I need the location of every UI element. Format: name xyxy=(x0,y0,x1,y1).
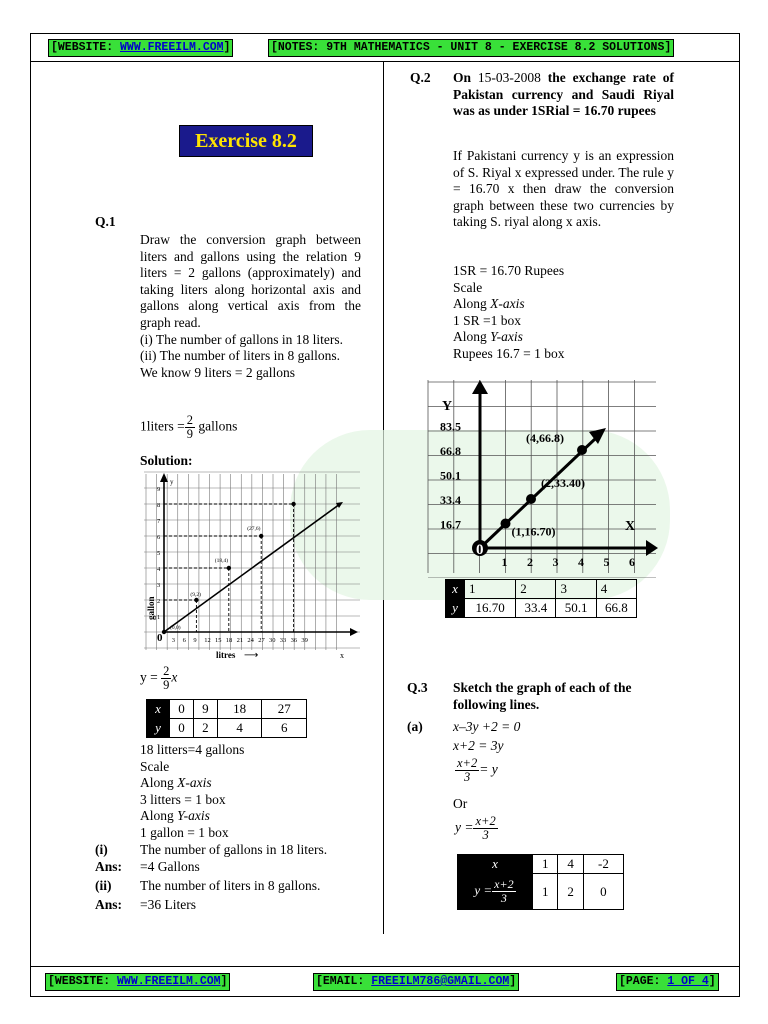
q1-know: We know 9 liters = 2 gallons xyxy=(140,364,296,380)
graph1-point xyxy=(227,566,231,570)
q3-table-cell: -2 xyxy=(583,855,623,874)
q3-table xyxy=(457,854,624,910)
q1-table-cell: 18 xyxy=(217,700,262,719)
footer-website xyxy=(45,973,230,989)
graph1-x-tick: 27 xyxy=(258,637,265,644)
footer-email-tag: [EMAIL: FREEILM786@GMAIL.COM] xyxy=(313,973,519,991)
header-website-tag: [WEBSITE: WWW.FREEILM.COM] xyxy=(48,39,233,57)
q3-number: Q.3 xyxy=(407,680,428,695)
q3-or: Or xyxy=(453,796,468,811)
graph1-x-tick: 6 xyxy=(182,637,186,644)
q3-part: (a) xyxy=(407,719,423,734)
graph1-y-tick: 6 xyxy=(157,534,161,541)
q2-along-x: Along X-axis xyxy=(453,296,525,312)
q2-table xyxy=(445,579,637,618)
graph1-x-tick: 36 xyxy=(290,637,298,644)
header-rule xyxy=(31,61,739,62)
q2-scale: Scale xyxy=(453,279,483,295)
q1-table-cell: 0 xyxy=(170,719,194,738)
q1-statement-text: Draw the conversion graph between liters and gallons using the relation 9 liters = 2 gallons (approximately) and taking liters along horizontal axis and gallons along vertical axis from the graph read. xyxy=(140,232,361,330)
q1-part-i: (i) The number of gallons in 18 liters. xyxy=(140,331,343,347)
graph2-origin: 0 xyxy=(476,542,484,558)
graph1-xlabel-arrow: ⟶ xyxy=(244,650,259,661)
q2-table-cell: 3 xyxy=(556,580,596,599)
graph1-x-tick: 15 xyxy=(215,637,222,644)
q1-statement xyxy=(140,232,361,381)
q2-table-cell: 4 xyxy=(596,580,636,599)
graph1-x-axis-letter: x xyxy=(340,651,344,660)
graph2-point-label: (2,33.40) xyxy=(541,476,585,490)
header-website xyxy=(48,39,233,55)
header-website-link[interactable]: WWW.FREEILM.COM xyxy=(120,41,224,54)
q1-scale: Scale xyxy=(140,758,170,774)
graph2-x-axis-letter: X xyxy=(625,519,636,534)
graph2-point xyxy=(501,519,511,529)
graph1-x-tick: 39 xyxy=(301,637,308,644)
q1-x-scale: 3 litters = 1 box xyxy=(140,791,226,807)
q3-table-cell: 1 xyxy=(533,874,558,910)
q3-table-cell: 0 xyxy=(583,874,623,910)
graph1-point-label: (0,0) xyxy=(170,625,181,631)
graph2-y-tick: 16.7 xyxy=(440,517,461,532)
graph1-point xyxy=(194,598,198,602)
q3-table-x-header: x xyxy=(458,855,533,874)
q3-table-y-header: y = $\frac{x+2}{3}$ xyxy=(458,874,533,910)
graph2-x-tick: 5 xyxy=(603,555,610,569)
graph1-point-label: (18,4) xyxy=(214,558,229,564)
header-notes xyxy=(268,39,674,55)
graph1-x-tick: 21 xyxy=(236,637,244,644)
graph1-x-tick: 33 xyxy=(279,637,287,644)
q2-number: Q.2 xyxy=(410,70,431,85)
q2-table-row-x xyxy=(446,580,637,599)
graph2-y-tick: 50.1 xyxy=(440,468,461,483)
footer-email xyxy=(313,973,519,989)
ans-ii-answer: =36 Liters xyxy=(140,897,196,912)
graph2-x-tick: 1 xyxy=(501,555,508,569)
graph1-point-label: (27,6) xyxy=(247,526,261,532)
footer-email-link[interactable]: FREEILM786@GMAIL.COM xyxy=(371,975,510,988)
q3-table-cell: 1 xyxy=(533,855,558,874)
q2-scale-block xyxy=(453,263,564,363)
q1-along-x: Along X-axis xyxy=(140,775,212,791)
ans-i-question: The number of gallons in 18 liters. xyxy=(140,842,328,857)
q2-table-cell: 50.1 xyxy=(556,599,596,618)
graph1-y-tick: 2 xyxy=(157,598,161,605)
q2-x-scale: 1 SR =1 box xyxy=(453,312,522,328)
footer-page xyxy=(616,973,719,989)
graph1-x-tick: 30 xyxy=(269,637,276,644)
graph1-x-tick: 12 xyxy=(204,637,211,644)
graph2-point xyxy=(526,494,536,504)
q2-table-cell: 33.4 xyxy=(516,599,556,618)
q2-along-y: Along Y-axis xyxy=(453,329,523,345)
q2-table-cell: 16.70 xyxy=(465,599,516,618)
q1-table-y-header: y xyxy=(147,719,170,738)
q2-table-y-header: y xyxy=(446,599,465,618)
graph1-x-tick: 18 xyxy=(225,637,233,644)
graph2-x-tick: 4 xyxy=(578,555,584,569)
graph1-y-tick: 1 xyxy=(157,614,161,621)
graph1-point-label: (9,2) xyxy=(190,592,201,598)
graph1-origin: 0 xyxy=(157,632,163,644)
q1-result: 18 litters=4 gallons xyxy=(140,742,245,757)
graph1-y-axis-letter: y xyxy=(170,478,174,486)
q2-table-cell: 2 xyxy=(516,580,556,599)
liters-gallons-graph xyxy=(140,470,365,662)
graph1-x-tick: 3 xyxy=(171,637,176,644)
q3-eq2: x+2 = 3y xyxy=(453,738,504,753)
graph2-y-tick: 33.4 xyxy=(440,493,461,507)
graph1-ylabel: gallon xyxy=(146,596,156,620)
q1-table-cell: 0 xyxy=(170,700,194,719)
q1-number: Q.1 xyxy=(95,214,116,229)
q1-table-cell: 27 xyxy=(262,700,307,719)
q1-table-cell: 4 xyxy=(217,719,262,738)
q3-table-cell: 4 xyxy=(558,855,583,874)
graph1-point xyxy=(291,502,295,506)
graph1-xlabel: litres xyxy=(216,650,236,660)
q2-table-row-y xyxy=(446,599,637,618)
q1-table-cell: 6 xyxy=(262,719,307,738)
q1-result-block xyxy=(140,742,244,842)
solution-heading: Solution: xyxy=(140,453,193,468)
graph1-point xyxy=(259,534,263,538)
footer-website-tag: [WEBSITE: WWW.FREEILM.COM] xyxy=(45,973,230,991)
currency-graph xyxy=(424,378,659,578)
footer-website-link[interactable]: WWW.FREEILM.COM xyxy=(117,975,221,988)
footer-page-tag: [PAGE: 1 OF 4] xyxy=(616,973,719,991)
graph2-x-tick: 3 xyxy=(552,555,559,569)
footer-page-link[interactable]: 1 OF 4 xyxy=(667,975,709,988)
q3-table-row-y xyxy=(458,874,624,910)
graph1-x-tick: 9 xyxy=(193,637,197,644)
q3-table-cell: 2 xyxy=(558,874,583,910)
q1-table-row-y xyxy=(147,719,307,738)
ans-i-answer: =4 Gallons xyxy=(140,859,200,874)
q2-table-cell: 1 xyxy=(465,580,516,599)
graph1-y-tick: 3 xyxy=(157,582,161,589)
graph2-point-label: (4,66.8) xyxy=(526,431,564,445)
q1-y-scale: 1 gallon = 1 box xyxy=(140,824,229,840)
q2-y-scale: Rupees 16.7 = 1 box xyxy=(453,345,565,361)
graph1-y-arrow xyxy=(160,473,168,482)
graph2-x-tick: 2 xyxy=(527,555,533,569)
q2-head: On 15-03-2008 the exchange rate of Pakistan currency and Saudi Riyal was as under 1SRial = 16.70 rupees xyxy=(453,70,675,119)
footer-rule xyxy=(31,966,739,967)
q1-table xyxy=(146,699,307,738)
header-notes-tag: [NOTES: 9TH MATHEMATICS - UNIT 8 - EXERCISE 8.2 SOLUTIONS] xyxy=(268,39,674,57)
graph2-point xyxy=(577,445,587,455)
q3-eq4: y = $\frac{x+2}{3}$ xyxy=(455,814,496,842)
q1-table-row-x xyxy=(147,700,307,719)
q2-table-x-header: x xyxy=(446,580,465,599)
q1-table-x-header: x xyxy=(147,700,170,719)
graph1-x-arrow xyxy=(350,628,358,636)
q3-eq1: x–3y +2 = 0 xyxy=(453,719,521,734)
graph2-y-axis-letter: Y xyxy=(442,399,453,414)
q3-table-row-x xyxy=(458,855,624,874)
q1-part-ii: (ii) The number of liters in 8 gallons. xyxy=(140,348,340,364)
q1-table-cell: 2 xyxy=(193,719,217,738)
graph1-y-tick: 7 xyxy=(157,518,161,525)
q3-head: Sketch the graph of each of the following lines. xyxy=(453,680,632,712)
graph1-y-tick: 9 xyxy=(157,486,161,493)
q1-along-y: Along Y-axis xyxy=(140,808,210,824)
graph1-y-tick: 4 xyxy=(157,566,161,573)
ans-ii-question: The number of liters in 8 gallons. xyxy=(140,878,321,893)
exercise-title: Exercise 8.2 xyxy=(179,125,313,157)
graph1-y-tick: 8 xyxy=(157,502,161,509)
q1-equation: y = $\frac{2}{9}$ x xyxy=(140,664,178,692)
q2-body: If Pakistani currency y is an expression of S. Riyal x expressed under. The rule y = 16.70 x then draw the conversion graph between these two currencies by taking S. riyal along x axis. xyxy=(453,148,674,230)
graph2-y-tick: 83.5 xyxy=(440,419,461,434)
q2-table-cell: 66.8 xyxy=(596,599,636,618)
q2-sr: 1SR = 16.70 Rupees xyxy=(453,263,565,278)
graph2-y-tick: 66.8 xyxy=(440,444,461,458)
q3-eq3: $\frac{x+2}{3}$ = y xyxy=(457,756,498,784)
graph1-x-tick: 24 xyxy=(247,637,254,644)
q1-table-cell: 9 xyxy=(193,700,217,719)
ans-ii-ans-label: Ans: xyxy=(95,897,123,912)
ans-ii-label: (ii) xyxy=(95,878,112,893)
graph2-point-label: (1,16.70) xyxy=(511,524,556,539)
q1-liters-eq: 1liters = $\frac{2}{9}$ gallons xyxy=(140,413,238,441)
ans-i-ans-label: Ans: xyxy=(95,859,123,874)
ans-i-label: (i) xyxy=(95,842,108,857)
graph2-x-tick: 6 xyxy=(629,555,635,569)
graph1-y-tick: 5 xyxy=(157,550,161,557)
